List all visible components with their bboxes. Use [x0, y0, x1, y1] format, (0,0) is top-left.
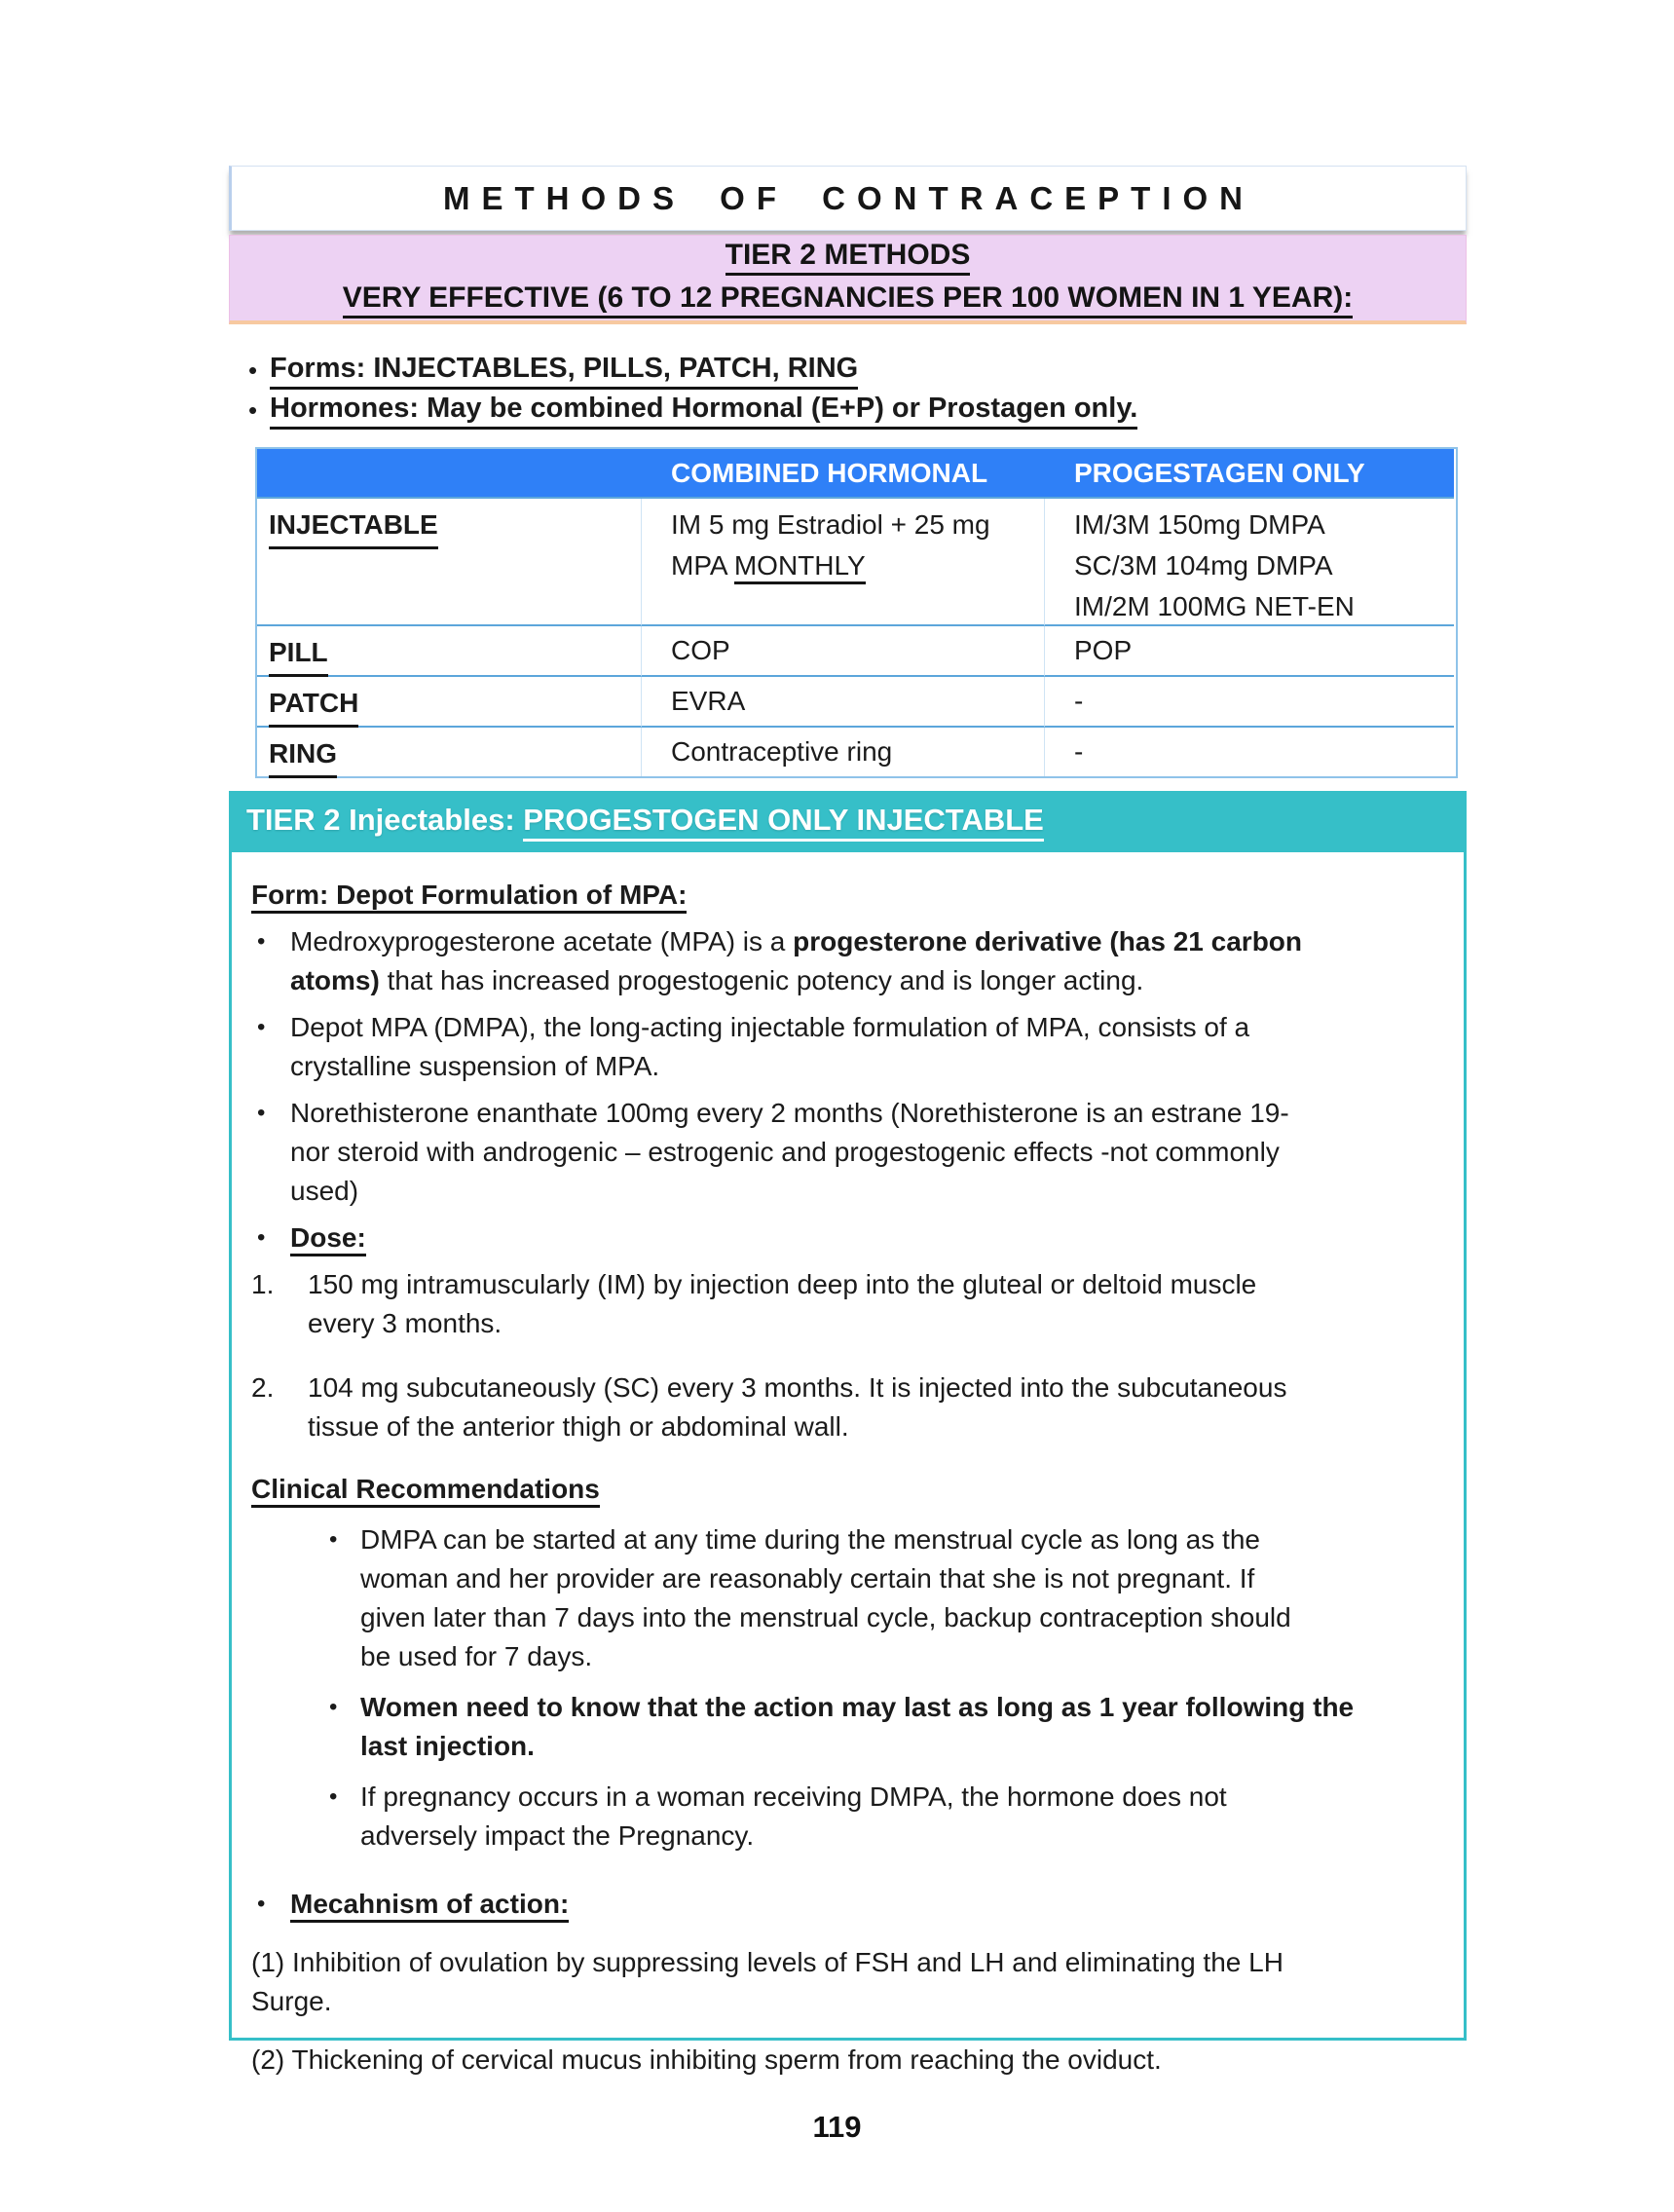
table-row-injectable-label: INJECTABLE — [257, 499, 642, 626]
table-row-patch-label: PATCH — [257, 677, 642, 728]
bullet-icon: • — [257, 1100, 266, 1126]
methods-table — [255, 447, 1458, 778]
tier2-banner-line2: VERY EFFECTIVE (6 TO 12 PREGNANCIES PER 100 WOMEN IN 1 YEAR): — [343, 281, 1353, 319]
page-title: METHODS OF CONTRACEPTION — [443, 179, 1254, 216]
table-cell-pill-combined: COP — [642, 626, 1045, 677]
list-item — [229, 391, 1467, 431]
mpa-bullet-1: • Medroxyprogesterone acetate (MPA) is a progesterone derivative (has 21 carbon atoms) that has increased progestogenic potency and is longer acting. — [251, 922, 1434, 1000]
clinical-bullet-3: • If pregnancy occurs in a woman receiving DMPA, the hormone does not adversely impact the Pregnancy. — [251, 1778, 1434, 1856]
forms-bullet-text: Forms: INJECTABLES, PILLS, PATCH, RING — [270, 351, 858, 390]
bullet-icon: • — [329, 1526, 338, 1553]
clinical-recommendations-heading: Clinical Recommendations — [251, 1470, 1434, 1509]
bullet-icon: • — [329, 1783, 338, 1810]
mechanism-heading-bullet — [251, 1885, 1434, 1924]
dose-item-2: 2. 104 mg subcutaneously (SC) every 3 months. It is injected into the subcutaneous tissue of the anterior thigh or abdominal wall. — [251, 1368, 1434, 1446]
list-number: 1. — [251, 1269, 275, 1299]
table-cell-injectable-combined: IM 5 mg Estradiol + 25 mg MPA MONTHLY — [642, 499, 1045, 626]
table-cell-injectable-progestagen: IM/3M 150mg DMPA SC/3M 104mg DMPA IM/2M 100MG NET-EN — [1045, 499, 1454, 626]
table-row-pill-label: PILL — [257, 626, 642, 677]
clinical-bullet-2: • Women need to know that the action may last as long as 1 year following the last injection. — [251, 1688, 1434, 1766]
hormones-bullet-text: Hormones: May be combined Hormonal (E+P) or Prostagen only. — [270, 391, 1137, 430]
dose-heading: Dose: — [290, 1222, 366, 1256]
bullet-icon: • — [257, 928, 266, 955]
table-cell-ring-combined: Contraceptive ring — [642, 728, 1045, 776]
top-bullet-list — [229, 351, 1467, 431]
bullet-icon: • — [248, 356, 258, 385]
table-header-combined: COMBINED HORMONAL — [642, 449, 1045, 499]
mechanism-point-1: (1) Inhibition of ovulation by suppressing levels of FSH and LH and eliminating the LH Surge. — [251, 1947, 1283, 2016]
dose-item-1: 1. 150 mg intramuscularly (IM) by injection deep into the gluteal or deltoid muscle every 3 months. — [251, 1265, 1434, 1343]
table-cell-patch-combined: EVRA — [642, 677, 1045, 728]
table-header-progestagen: PROGESTAGEN ONLY — [1045, 449, 1454, 499]
bullet-icon: • — [248, 395, 258, 425]
mechanism-point-2: (2) Thickening of cervical mucus inhibiting sperm from reaching the oviduct. — [251, 2044, 1162, 2075]
banner-prefix: TIER 2 Injectables: — [246, 803, 524, 837]
bullet-icon: • — [257, 1014, 266, 1040]
page-number: 119 — [812, 2110, 862, 2144]
clinical-bullet-1: • DMPA can be started at any time during the menstrual cycle as long as the woman and her provider are reasonably certain that she is not pregnant. If given later than 7 days into the menstrual cycle, backup contraception should be used for 7 days. — [251, 1520, 1434, 1676]
table-cell-ring-progestagen: - — [1074, 736, 1084, 767]
mechanism-heading: Mecahnism of action: — [290, 1889, 569, 1923]
banner-underlined: PROGESTOGEN ONLY INJECTABLE — [523, 803, 1044, 842]
table-header-empty — [257, 449, 642, 499]
form-heading: Form: Depot Formulation of MPA: — [251, 876, 1434, 915]
table-row-ring-label: RING — [257, 728, 642, 776]
list-number: 2. — [251, 1372, 275, 1403]
bullet-icon: • — [257, 1224, 266, 1251]
table-cell-pill-progestagen: POP — [1045, 626, 1454, 677]
content-box — [229, 849, 1467, 2075]
tier2-banner-line1: TIER 2 METHODS — [725, 239, 971, 276]
list-item — [229, 351, 1467, 391]
mpa-bullet-2: • Depot MPA (DMPA), the long-acting injectable formulation of MPA, consists of a crystalline suspension of MPA. — [251, 1008, 1434, 1086]
dose-heading-bullet — [251, 1218, 1434, 1257]
mpa-bullet-3: • Norethisterone enanthate 100mg every 2 months (Norethisterone is an estrane 19- nor steroid with androgenic – estrogenic and progestogenic effects -not commonly used) — [251, 1094, 1434, 1211]
bullet-icon: • — [257, 1891, 266, 1917]
bullet-icon: • — [329, 1694, 338, 1720]
tier2-banner — [229, 235, 1467, 324]
document-title-banner — [229, 166, 1467, 231]
tier2-injectables-banner — [229, 791, 1467, 849]
table-cell-patch-progestagen: - — [1045, 677, 1454, 728]
